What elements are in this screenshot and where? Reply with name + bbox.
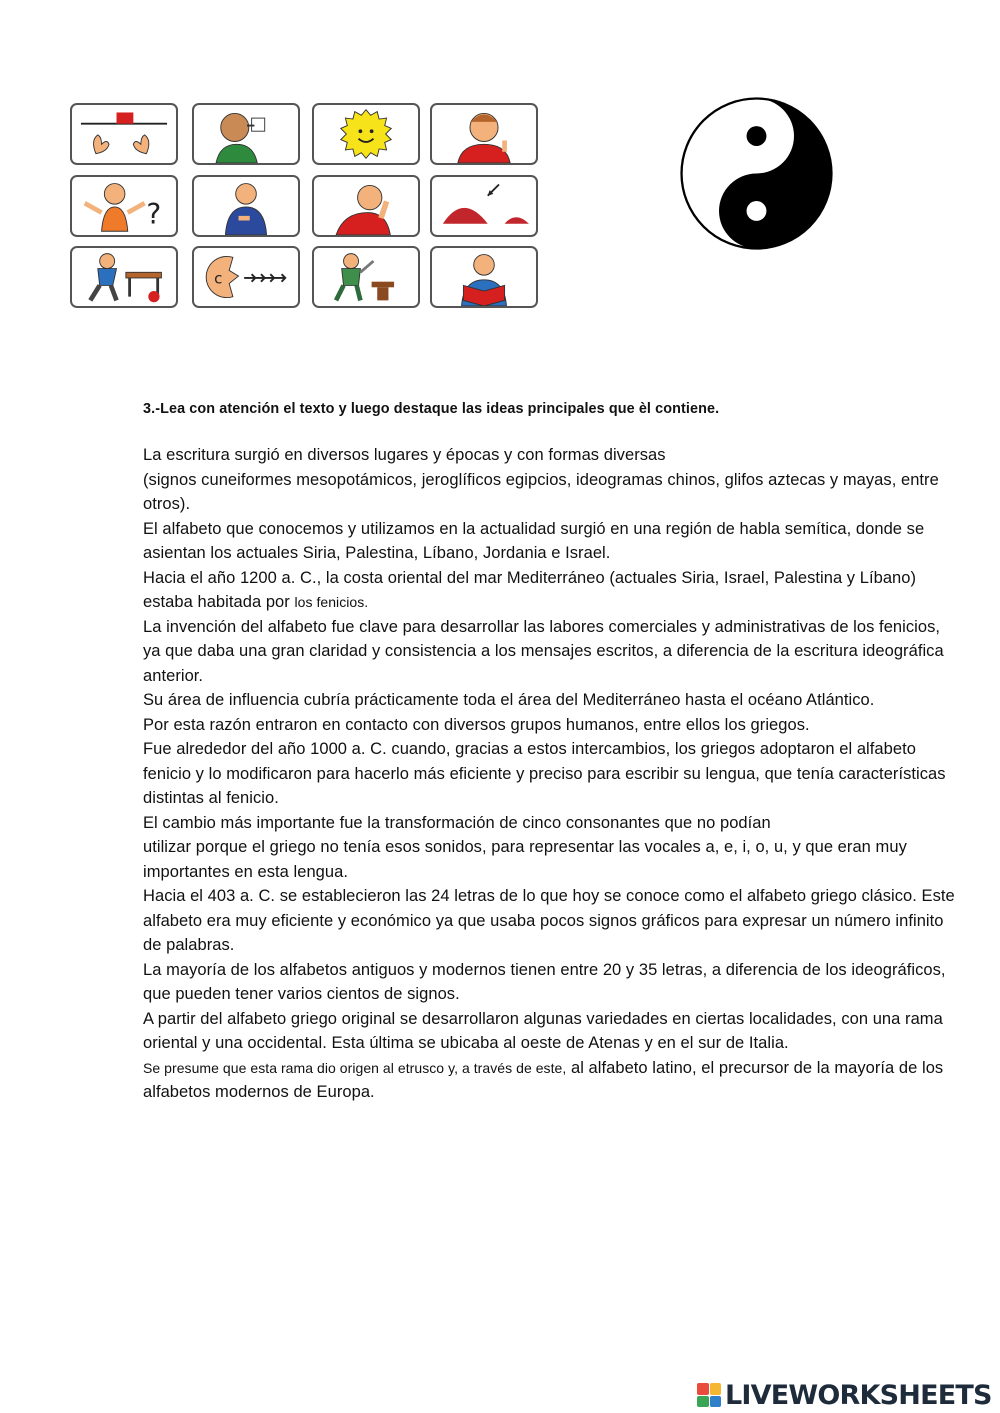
paragraph (143, 1056, 958, 1105)
paragraph: El cambio más importante fue la transformación de cinco consonantes que no podían (143, 813, 771, 832)
paragraph: Por esta razón entraron en contacto con diversos grupos humanos, entre ellos los griegos. (143, 715, 810, 734)
think-icon (312, 175, 420, 237)
yin-yang-icon (680, 97, 833, 250)
brand-name: LIVEWORKSHEETS (725, 1379, 992, 1411)
paragraph: Su área de influencia cubría prácticamente toda el área del Mediterráneo hasta el océano Atlántico. (143, 691, 875, 709)
logo-tile (697, 1383, 709, 1395)
speak-c-icon (192, 246, 300, 308)
logo-tile (710, 1383, 722, 1395)
liveworksheets-logo-icon (697, 1383, 721, 1407)
paragraph: utilizar porque el griego no tenía esos sonidos, para representar las vocales a, e, i, o, u, y que eran muy importantes en esta lengua. (143, 838, 907, 881)
drink-icon (192, 103, 300, 165)
paragraph: La mayoría de los alfabetos antiguos y modernos tienen entre 20 y 35 letras, a diferencia de los ideográficos, que pueden tener varios cientos de signos. (143, 960, 946, 1003)
liveworksheets-brand[interactable] (697, 1377, 992, 1413)
point-self-icon (430, 103, 538, 165)
paragraph: Hacia el 403 a. C. se establecieron las 24 letras de lo que hoy se conoce como el alfabeto griego clásico. Este alfabeto era muy eficiente y económico ya que usaba pocos signos gráficos para expresar un número infinito de palabras. (143, 887, 955, 954)
exercise-instruction: 3.-Lea con atención el texto y luego destaque las ideas principales que èl contiene. (143, 401, 720, 417)
logo-tile (697, 1396, 709, 1408)
paragraph-text: Hacia el año 1200 a. C., la costa oriental del mar Mediterráneo (actuales Siria, Israel, Palestina y Líbano) estaba habitada por (143, 568, 917, 611)
paragraph (143, 566, 958, 615)
svg-text:?: ? (146, 197, 162, 231)
paragraph-text-small: los fenicios. (294, 594, 369, 610)
pile-icon (430, 175, 538, 237)
push-table-icon (70, 246, 178, 308)
paragraph: El alfabeto que conocemos y utilizamos en la actualidad surgió en una región de habla semítica, donde se asientan los actuales Siria, Palestina, Líbano, Jordania e Israel. (143, 519, 925, 562)
paragraph: La invención del alfabeto fue clave para desarrollar las labores comerciales y administrativas de los fenicios, ya que daba una gran claridad y consistencia a los mensajes escritos, a diferencia de la escritura ideográfica anterior. (143, 617, 944, 685)
hammer-work-icon (312, 246, 420, 308)
paragraph-text-small: Se presume que esta rama dio origen al etrusco y, a través de este, (143, 1059, 567, 1076)
paragraph: La escritura surgió en diversos lugares y épocas y con formas diversas (143, 446, 666, 464)
pictogram-grid (70, 103, 540, 313)
read-book-icon (430, 246, 538, 308)
self-person-icon (192, 175, 300, 237)
paragraph: A partir del alfabeto griego original se desarrollaron algunas variedades en ciertas localidades, con una rama oriental y una occidental. Esta última se ubicaba al oeste de Atenas y en el sur de Italia. (143, 1009, 943, 1052)
paragraph-text: al alfabeto latino, el precursor de la mayoría de los alfabetos modernos de Europa. (143, 1058, 944, 1101)
paragraph: (signos cuneiformes mesopotámicos, jeroglíficos egipcios, ideogramas chinos, glifos aztecas y mayas, entre otros). (143, 470, 939, 513)
logo-tile (710, 1396, 722, 1408)
svg-text:c: c (214, 269, 223, 288)
sun-icon (312, 103, 420, 165)
reading-text (143, 443, 958, 1105)
paragraph: Fue alrededor del año 1000 a. C. cuando, gracias a estos intercambios, los griegos adoptaron el alfabeto fenicio y lo modificaron para hacerlo más eficiente y preciso para escribir su lengua, que tenía características distintas al fenicio. (143, 740, 946, 807)
question-icon (70, 175, 178, 237)
give-hands-icon (70, 103, 178, 165)
